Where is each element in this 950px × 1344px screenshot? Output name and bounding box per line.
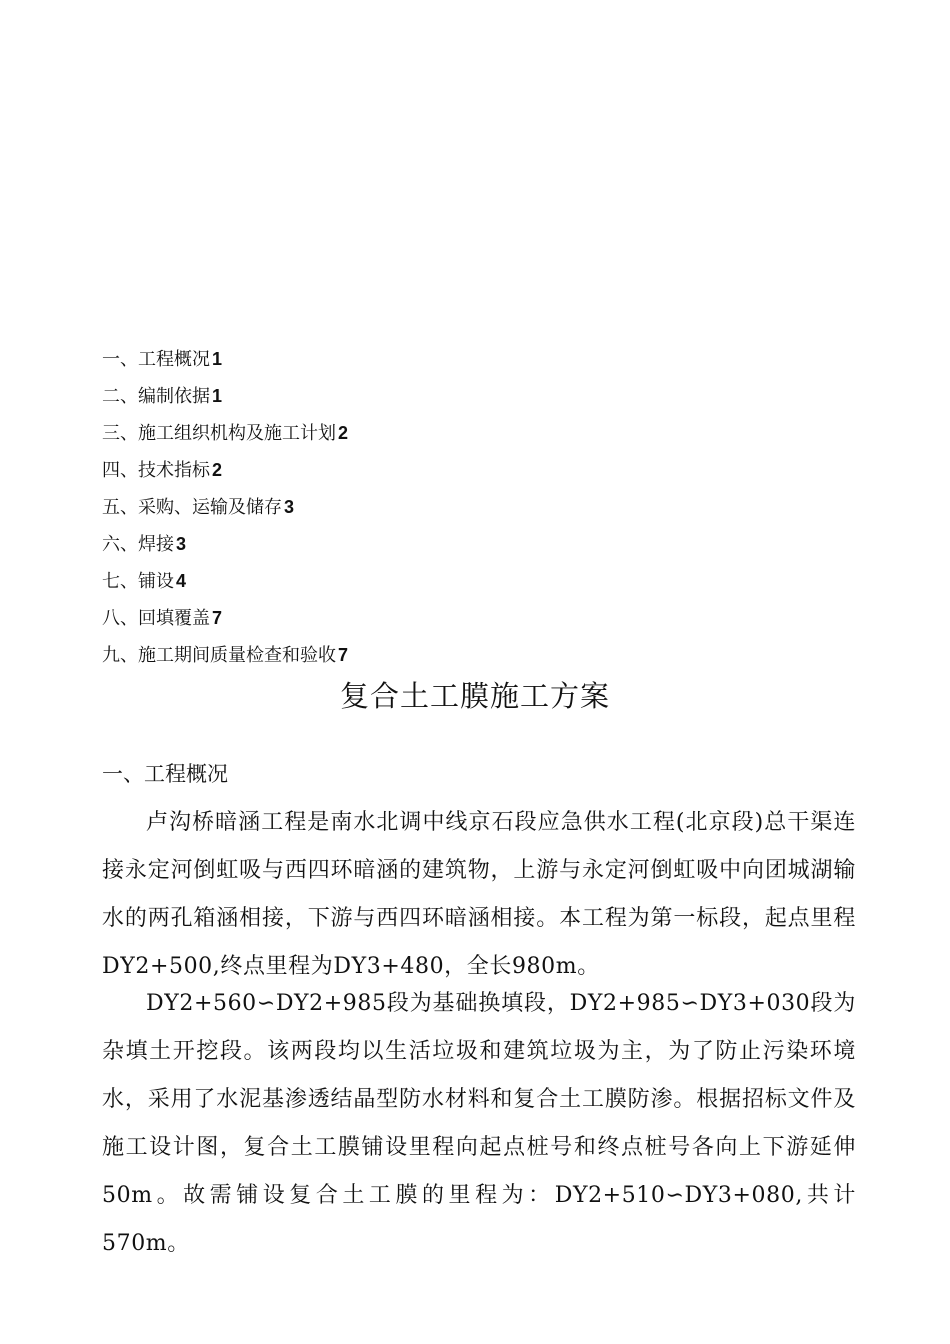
toc-item-label: 九、施工期间质量检查和验收 <box>102 645 336 666</box>
toc-item[interactable] <box>102 530 702 567</box>
toc-item[interactable] <box>102 604 702 641</box>
toc-item-label: 四、技术指标 <box>102 460 210 481</box>
table-of-contents <box>102 345 702 678</box>
toc-item-label: 六、焊接 <box>102 534 174 555</box>
toc-item-page: 3 <box>176 534 187 554</box>
toc-item[interactable] <box>102 382 702 419</box>
toc-item[interactable] <box>102 641 702 678</box>
toc-item-page: 7 <box>338 645 349 665</box>
toc-item-page: 1 <box>212 386 223 406</box>
toc-item[interactable] <box>102 345 702 382</box>
toc-item-label: 八、回填覆盖 <box>102 608 210 629</box>
body-paragraph: 卢沟桥暗涵工程是南水北调中线京石段应急供水工程(北京段)总干渠连接永定河倒虹吸与西四环暗涵的建筑物，上游与永定河倒虹吸中向团城湖输水的两孔箱涵相接，下游与西四环暗涵相接。本工程为第一标段，起点里程DY2+500,终点里程为DY3+480，全长980m。 <box>102 810 856 979</box>
document-title: 复合土工膜施工方案 <box>339 679 610 713</box>
toc-item[interactable] <box>102 456 702 493</box>
toc-item[interactable] <box>102 493 702 530</box>
toc-item-page: 3 <box>284 497 295 517</box>
toc-item-page: 4 <box>176 571 187 591</box>
toc-item-label: 一、工程概况 <box>102 349 210 370</box>
toc-item[interactable] <box>102 567 702 604</box>
toc-item-page: 1 <box>212 349 223 369</box>
toc-item-label: 三、施工组织机构及施工计划 <box>102 423 336 444</box>
toc-item-label: 二、编制依据 <box>102 386 210 407</box>
toc-item-page: 2 <box>212 460 223 480</box>
section-heading: 一、工程概况 <box>102 762 228 786</box>
toc-item-label: 七、铺设 <box>102 571 174 592</box>
toc-item-page: 7 <box>212 608 223 628</box>
body-paragraph: DY2+560∽DY2+985段为基础换填段，DY2+985∽DY3+030段为杂填土开挖段。该两段均以生活垃圾和建筑垃圾为主，为了防止污染环境水，采用了水泥基渗透结晶型防水材料和复合土工膜防渗。根据招标文件及施工设计图，复合土工膜铺设里程向起点桩号和终点桩号各向上下游延伸50m。故需铺设复合土工膜的里程为：DY2+510∽DY3+080,共计570m。 <box>102 991 856 1256</box>
toc-item[interactable] <box>102 419 702 456</box>
toc-item-label: 五、采购、运输及储存 <box>102 497 282 518</box>
toc-item-page: 2 <box>338 423 349 443</box>
